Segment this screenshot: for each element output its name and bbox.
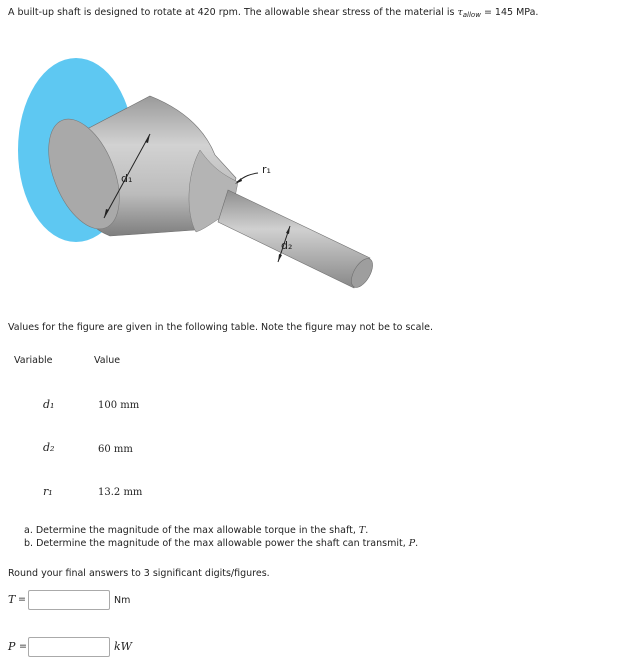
table-value-d1: 100 mm — [98, 400, 140, 411]
question-a: a. Determine the magnitude of the max allowable torque in the shaft, T. — [24, 525, 369, 536]
torque-label: T — [8, 593, 16, 606]
table-variable-r1: r₁ — [43, 485, 53, 498]
table-note: Values for the figure are given in the following table. Note the figure may not be to scale. — [8, 322, 433, 333]
power-equals: = — [19, 641, 27, 652]
table-value-d2: 60 mm — [98, 444, 133, 455]
table-header-variable: Variable — [14, 355, 53, 366]
table-value-r1: 13.2 mm — [98, 487, 143, 498]
tau-subscript: allow — [462, 11, 481, 19]
d2-arrow-bottom — [278, 254, 282, 262]
r1-label: r₁ — [262, 163, 271, 176]
table-header-value: Value — [94, 355, 121, 366]
tau-symbol: τ — [457, 7, 463, 18]
shaft-figure — [0, 0, 617, 320]
torque-equals: = — [18, 594, 26, 605]
d2-label: d₂ — [281, 239, 293, 252]
torque-unit: Nm — [114, 595, 131, 606]
question-b: b. Determine the magnitude of the max allowable power the shaft can transmit, P. — [24, 538, 419, 549]
question-a-text: a. Determine the magnitude of the max allowable torque in the shaft, — [24, 525, 356, 536]
table-variable-d2: d₂ — [43, 441, 55, 454]
power-unit: kW — [114, 640, 132, 653]
problem-text: A built-up shaft is designed to rotate at 420 rpm. The allowable shear stress of the material is — [8, 7, 455, 18]
rounding-note: Round your final answers to 3 significant digits/figures. — [8, 568, 270, 579]
question-b-symbol: P — [408, 538, 416, 549]
power-input[interactable] — [28, 637, 110, 657]
problem-text-end: = 145 MPa. — [483, 7, 539, 18]
question-a-symbol: T — [358, 525, 366, 536]
small-shaft — [218, 190, 370, 288]
power-label: P — [8, 640, 16, 653]
question-b-text: b. Determine the magnitude of the max allowable power the shaft can transmit, — [24, 538, 406, 549]
d1-label: d₁ — [121, 172, 133, 185]
torque-input[interactable] — [28, 590, 110, 610]
table-variable-d1: d₁ — [43, 398, 55, 411]
